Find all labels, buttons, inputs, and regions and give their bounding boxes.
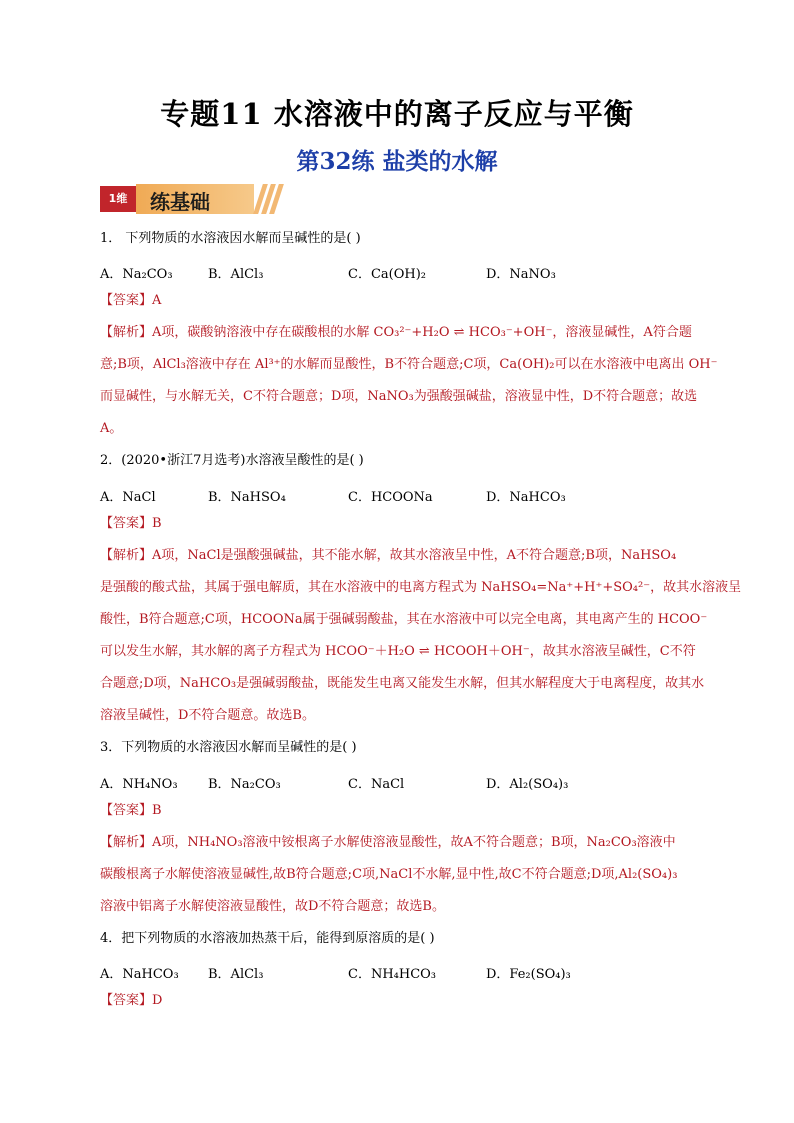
question-2-explanation-line: 【解析】A项，NaCl是强酸强碱盐，其不能水解，故其水溶液呈中性，A不符合题意;B项，NaHSO₄ <box>100 548 677 563</box>
option-c: C．NH₄HCO₃ <box>348 967 437 982</box>
section-banner <box>100 180 280 216</box>
question-1-explanation-line: 而显碱性，与水解无关，C不符合题意；D项，NaNO₃为强酸强碱盐，溶液显中性，D不符合题意；故选 <box>100 389 698 404</box>
option-d: D．NaNO₃ <box>486 267 556 282</box>
question-4-answer: 【答案】D <box>100 993 163 1008</box>
question-3-explanation-line: 溶液中铝离子水解使溶液显酸性，故D不符合题意；故选B。 <box>100 899 445 914</box>
page-subtitle: 第32练 盐类的水解 <box>296 148 498 175</box>
option-b: B．NaHSO₄ <box>208 490 286 505</box>
question-4-stem: 4．把下列物质的水溶液加热蒸干后，能得到原溶质的是( ) <box>100 931 435 946</box>
banner-label: 练基础 <box>150 190 210 214</box>
question-1-explanation-line: 【解析】A项，碳酸钠溶液中存在碳酸根的水解 CO₃²⁻+H₂O ⇌ HCO₃⁻+OH⁻，溶液显碱性，A符合题 <box>100 325 692 340</box>
question-4-options <box>100 963 700 982</box>
question-3-stem: 3．下列物质的水溶液因水解而呈碱性的是( ) <box>100 740 357 755</box>
banner-tag: 1维 <box>100 186 136 212</box>
option-b: B．AlCl₃ <box>208 967 264 982</box>
question-1-options <box>100 263 700 282</box>
question-2-options <box>100 486 700 505</box>
question-3-explanation-line: 【解析】A项，NH₄NO₃溶液中铵根离子水解使溶液显酸性，故A不符合题意；B项，Na₂CO₃溶液中 <box>100 835 676 850</box>
option-d: D．Fe₂(SO₄)₃ <box>486 967 571 982</box>
question-2-explanation-line: 合题意;D项，NaHCO₃是强碱弱酸盐，既能发生电离又能发生水解，但其水解程度大于电离程度，故其水 <box>100 676 705 691</box>
question-3-options <box>100 773 700 792</box>
banner-bar <box>136 184 254 214</box>
question-2-explanation-line: 可以发生水解，其水解的离子方程式为 HCOO⁻＋H₂O ⇌ HCOOH＋OH⁻，故其水溶液呈碱性，C不符 <box>100 644 696 659</box>
option-c: C．HCOONa <box>348 490 433 505</box>
question-2-stem: 2．(2020•浙江7月选考)水溶液呈酸性的是( ) <box>100 453 364 468</box>
option-d: D．NaHCO₃ <box>486 490 566 505</box>
question-1-explanation-line: A。 <box>100 421 123 436</box>
option-a: A．NH₄NO₃ <box>100 777 178 792</box>
option-d: D．Al₂(SO₄)₃ <box>486 777 569 792</box>
question-3-answer: 【答案】B <box>100 803 162 818</box>
option-a: A．NaHCO₃ <box>100 967 179 982</box>
question-2-explanation-line: 酸性，B符合题意;C项，HCOONa属于强碱弱酸盐，其在水溶液中可以完全电离，其电离产生的 HCOO⁻ <box>100 612 708 627</box>
question-2-explanation-line: 是强酸的酸式盐，其属于强电解质，其在水溶液中的电离方程式为 NaHSO₄=Na⁺+H⁺+SO₄²⁻，故其水溶液呈 <box>100 580 742 595</box>
option-b: B．Na₂CO₃ <box>208 777 281 792</box>
question-1-stem: 1． 下列物质的水溶液因水解而呈碱性的是( ) <box>100 231 361 246</box>
page-title: 专题11 水溶液中的离子反应与平衡 <box>160 97 634 131</box>
option-a: A．NaCl <box>100 490 156 505</box>
question-2-explanation-line: 溶液呈碱性，D不符合题意。故选B。 <box>100 708 315 723</box>
option-a: A．Na₂CO₃ <box>100 267 173 282</box>
question-3-explanation-line: 碳酸根离子水解使溶液显碱性,故B符合题意;C项,NaCl不水解,显中性,故C不符合题意;D项,Al₂(SO₄)₃ <box>100 867 678 882</box>
option-c: C．NaCl <box>348 777 405 792</box>
question-1-explanation-line: 意;B项，AlCl₃溶液中存在 Al³⁺的水解而显酸性，B不符合题意;C项，Ca(OH)₂可以在水溶液中电离出 OH⁻ <box>100 357 718 372</box>
question-1-answer: 【答案】A <box>100 293 162 308</box>
option-b: B．AlCl₃ <box>208 267 264 282</box>
question-2-answer: 【答案】B <box>100 516 162 531</box>
option-c: C．Ca(OH)₂ <box>348 267 426 282</box>
